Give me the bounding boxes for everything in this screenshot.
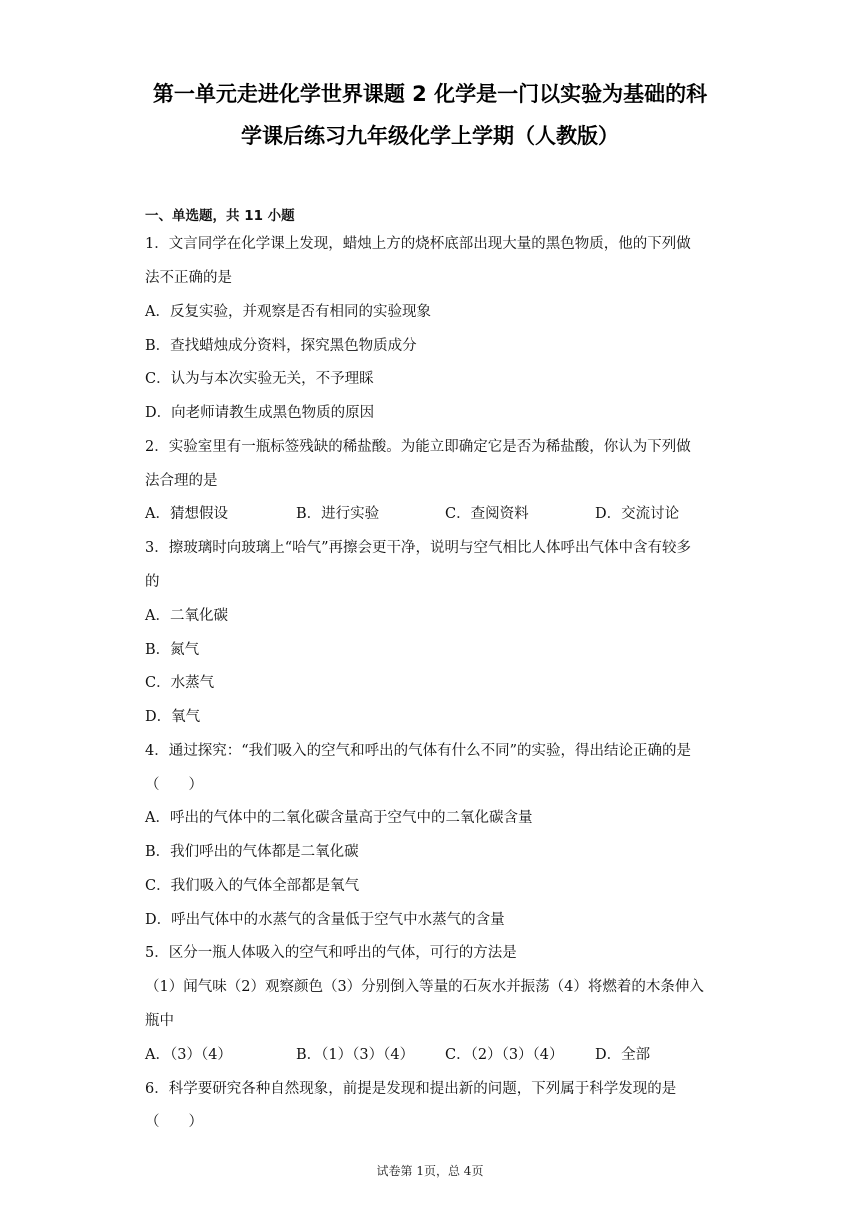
question-5-stem: 5．区分一瓶人体吸入的空气和呼出的气体，可行的方法是: [145, 945, 517, 961]
question-2-option-c: C．查阅资料: [445, 506, 529, 522]
question-5-option-c: C．（2）（3）（4）: [445, 1047, 564, 1063]
question-4-stem: （ ）: [145, 777, 203, 793]
question-3-option-a: A．二氧化碳: [145, 608, 228, 624]
question-2-option-a: A．猜想假设: [145, 506, 228, 522]
question-3-stem: 的: [145, 574, 160, 590]
question-3-option-c: C．水蒸气: [145, 675, 215, 691]
section-heading: 一、单选题，共 11 小题: [145, 208, 295, 224]
question-4-option-d: D．呼出气体中的水蒸气的含量低于空气中水蒸气的含量: [145, 912, 505, 928]
question-1-stem: 1．文言同学在化学课上发现，蜡烛上方的烧杯底部出现大量的黑色物质，他的下列做: [145, 236, 691, 252]
question-5-option-a: A．（3）（4）: [145, 1047, 232, 1063]
question-1-option-a: A．反复实验，并观察是否有相同的实验现象: [145, 304, 431, 320]
question-4-option-a: A．呼出的气体中的二氧化碳含量高于空气中的二氧化碳含量: [145, 810, 533, 826]
question-1-option-b: B．查找蜡烛成分资料，探究黑色物质成分: [145, 338, 417, 354]
question-2-stem: 2．实验室里有一瓶标签残缺的稀盐酸。为能立即确定它是否为稀盐酸，你认为下列做: [145, 439, 691, 455]
question-6-stem: （ ）: [145, 1114, 203, 1130]
title-line-2: 学课后练习九年级化学上学期（人教版）: [241, 124, 619, 148]
question-2-stem: 法合理的是: [145, 473, 218, 489]
title-line-1: 第一单元走进化学世界课题 2 化学是一门以实验为基础的科: [152, 82, 708, 106]
question-5-option-b: B．（1）（3）（4）: [296, 1047, 415, 1063]
question-2-option-d: D．交流讨论: [595, 506, 680, 522]
question-4-option-c: C．我们吸入的气体全部都是氧气: [145, 878, 360, 894]
question-6-stem: 6．科学要研究各种自然现象，前提是发现和提出新的问题，下列属于科学发现的是: [145, 1081, 677, 1097]
page-footer: 试卷第 1页，总 4页: [376, 1164, 484, 1178]
question-4-stem: 4．通过探究：“我们吸入的空气和呼出的气体有什么不同”的实验，得出结论正确的是: [145, 743, 692, 759]
question-3-option-d: D．氧气: [145, 709, 201, 725]
question-5-stem: （1）闻气味（2）观察颜色（3）分别倒入等量的石灰水并振荡（4）将燃着的木条伸入: [145, 979, 704, 995]
question-4-option-b: B．我们呼出的气体都是二氧化碳: [145, 844, 359, 860]
question-3-option-b: B．氮气: [145, 642, 200, 658]
question-1-stem: 法不正确的是: [145, 270, 232, 286]
question-2-option-b: B．进行实验: [296, 506, 380, 522]
question-3-stem: 3．擦玻璃时向玻璃上“哈气”再擦会更干净，说明与空气相比人体呼出气体中含有较多: [145, 540, 692, 556]
question-1-option-c: C．认为与本次实验无关，不予理睬: [145, 371, 374, 387]
question-5-option-d: D．全部: [595, 1047, 651, 1063]
question-5-stem: 瓶中: [145, 1013, 174, 1029]
question-1-option-d: D．向老师请教生成黑色物质的原因: [145, 405, 375, 421]
